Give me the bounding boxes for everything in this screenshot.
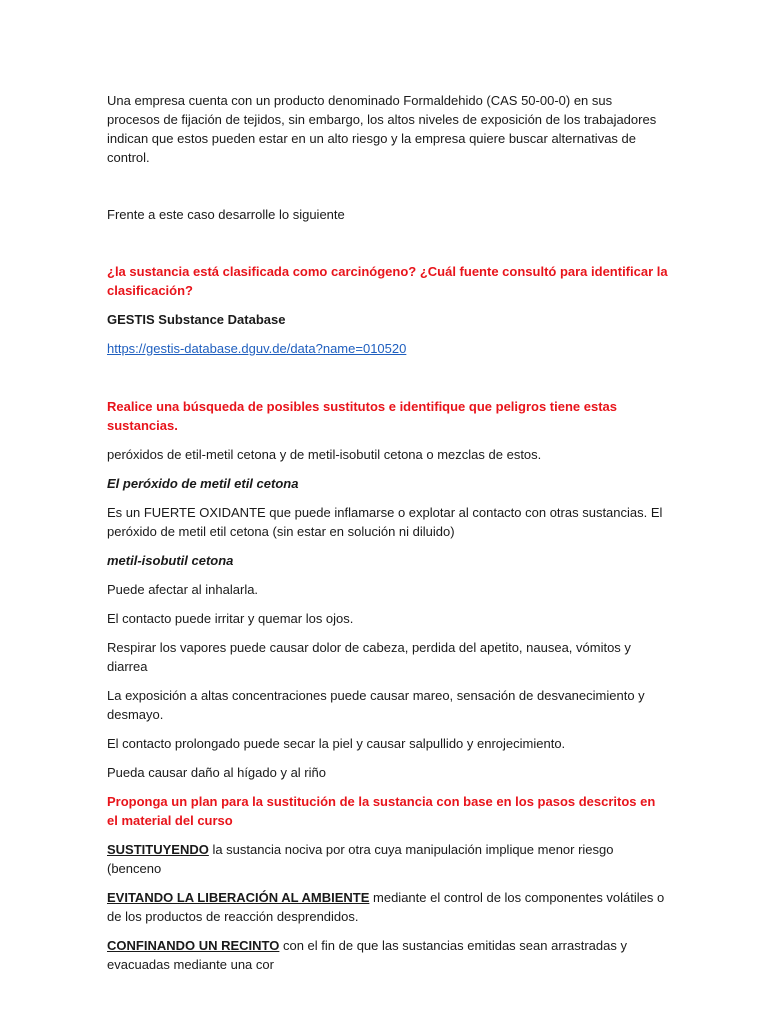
- hazard-item: Respirar los vapores puede causar dolor de cabeza, perdida del apetito, nausea, vómitos y diarrea: [107, 640, 631, 674]
- intro-paragraph: Una empresa cuenta con un producto denominado Formaldehido (CAS 50-00-0) en sus procesos de fijación de tejidos, sin embargo, los altos niveles de exposición de los trabajadores indican que estos pueden estar en un alto riesgo y la empresa quiere buscar alternativas de control.: [107, 93, 657, 165]
- plan-step-text: mediante el control de los componentes volátiles o de los productos de reacción desprendidos.: [107, 890, 665, 924]
- source-link[interactable]: https://gestis-database.dguv.de/data?name=010520: [107, 341, 407, 356]
- question-1-heading: ¿la sustancia está clasificada como carcinógeno? ¿Cuál fuente consultó para identificar la clasificación?: [107, 264, 668, 298]
- question-2-heading: Realice una búsqueda de posibles sustitutos e identifique que peligros tiene estas sustancias.: [107, 399, 618, 433]
- hazard-item: El contacto prolongado puede secar la piel y causar salpullido y enrojecimiento.: [107, 736, 566, 751]
- plan-step-label: SUSTITUYENDO: [107, 842, 209, 857]
- prompt-text: Frente a este caso desarrolle lo siguiente: [107, 207, 345, 222]
- hazard-item: Pueda causar daño al hígado y al riño: [107, 765, 326, 780]
- plan-step-label: CONFINANDO UN RECINTO: [107, 938, 280, 953]
- substitute-2-title: metil-isobutil cetona: [107, 553, 234, 568]
- hazard-item: Puede afectar al inhalarla.: [107, 582, 259, 597]
- substitute-1-text: Es un FUERTE OXIDANTE que puede inflamarse o explotar al contacto con otras sustancias. El peróxido de metil etil cetona (sin estar en solución ni diluido): [107, 505, 663, 539]
- hazard-item: El contacto puede irritar y quemar los ojos.: [107, 611, 354, 626]
- plan-step-text: con el fin de que las sustancias emitidas sean arrastradas y evacuadas mediante una cor: [107, 938, 627, 972]
- substitutes-intro: peróxidos de etil-metil cetona y de metil-isobutil cetona o mezclas de estos.: [107, 447, 542, 462]
- plan-step-text: la sustancia nociva por otra cuya manipulación implique menor riesgo (benceno: [107, 842, 614, 876]
- hazard-item: La exposición a altas concentraciones puede causar mareo, sensación de desvanecimiento y desmayo.: [107, 688, 645, 722]
- plan-step: [107, 840, 668, 878]
- plan-step-label: EVITANDO LA LIBERACIÓN AL AMBIENTE: [107, 890, 370, 905]
- substitute-1-title: El peróxido de metil etil cetona: [107, 476, 299, 491]
- source-name: GESTIS Substance Database: [107, 312, 286, 327]
- plan-step: [107, 888, 668, 926]
- question-3-heading: Proponga un plan para la sustitución de la sustancia con base en los pasos descritos en el material del curso: [107, 794, 656, 828]
- plan-step: [107, 936, 668, 974]
